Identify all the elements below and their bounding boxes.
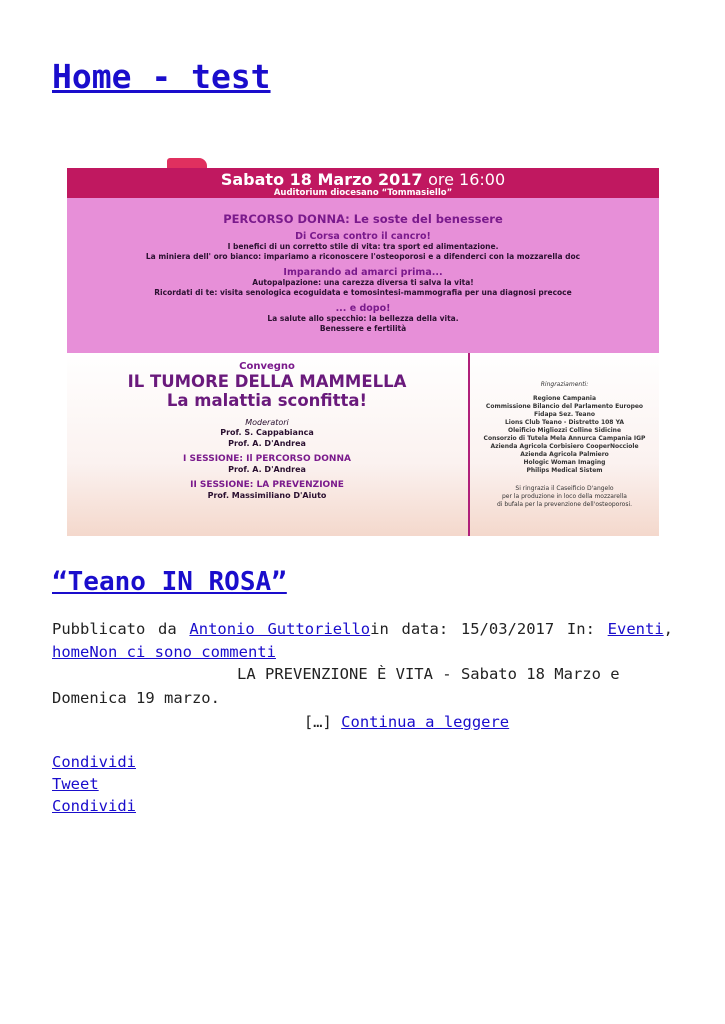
- share-facebook-link[interactable]: Condividi: [52, 753, 136, 771]
- flyer-sponsor: Regione Campania: [532, 395, 597, 402]
- flyer-time: ore 16:00: [428, 170, 506, 189]
- flyer-section1-line: La miniera dell' oro bianco: impariamo a riconoscere l'osteoporosi e a difenderci con la mozzarella doc: [145, 252, 581, 261]
- post-title-link[interactable]: “Teano IN ROSA”: [52, 567, 287, 597]
- flyer-session1: I SESSIONE: Il PERCORSO DONNA: [183, 454, 351, 464]
- excerpt-ellipsis: […]: [303, 713, 342, 731]
- flyer-section2-line: Ricordati di te: visita senologica ecoguidata e tomosintesi-mammografia per una diagnosi precoce: [154, 288, 572, 297]
- flyer-session1-prof: Prof. A. D'Andrea: [228, 465, 306, 474]
- flyer-sponsor: Azienda Agricola Palmiero: [520, 451, 609, 458]
- author-link[interactable]: Antonio Guttoriello: [189, 620, 371, 638]
- flyer-program: [67, 198, 659, 353]
- date-prefix: in data: 15/03/2017 In:: [370, 620, 608, 638]
- share-other-link[interactable]: Condividi: [52, 797, 136, 815]
- flyer-section3-title: ... e dopo!: [335, 303, 391, 314]
- flyer-section2-title: Imparando ad amarci prima...: [283, 267, 443, 278]
- flyer-convegno-area: [67, 353, 659, 536]
- site-home-link[interactable]: Home - test: [52, 57, 271, 96]
- flyer-sponsor: Philips Medical Sistem: [526, 467, 603, 474]
- flyer-section3-line: La salute allo specchio: la bellezza della vita.: [267, 314, 459, 323]
- category-link-eventi[interactable]: Eventi: [607, 620, 664, 638]
- flyer-moderatori-label: Moderatori: [245, 418, 289, 427]
- flyer-moderatore: Prof. A. D'Andrea: [228, 439, 306, 448]
- share-links: [52, 751, 136, 817]
- flyer-session2: II SESSIONE: LA PREVENZIONE: [190, 480, 344, 490]
- post-excerpt: [52, 662, 673, 710]
- flyer-sponsor: Fidapa Sez. Teano: [534, 411, 595, 418]
- flyer-session2-prof: Prof. Massimiliano D'Aiuto: [207, 491, 327, 500]
- flyer-thanks-line: per la produzione in loco della mozzarella: [502, 493, 627, 500]
- flyer-percorso-title: PERCORSO DONNA: Le soste del benessere: [223, 212, 503, 226]
- flyer-banner: [67, 168, 659, 198]
- flyer-sponsor: Oleificio Migliozzi Colline Sidicine: [507, 427, 622, 434]
- post-meta: [52, 618, 673, 664]
- flyer-sponsor: Hologic Woman Imaging: [523, 459, 606, 466]
- flyer-ringraziamenti-label: Ringraziamenti:: [540, 381, 589, 388]
- flyer-convegno: [67, 361, 467, 501]
- flyer-sponsor: Consorzio di Tutela Mela Annurca Campania IGP: [483, 435, 646, 442]
- category-link-home[interactable]: home: [52, 643, 90, 661]
- flyer-section2-line: Autopalpazione: una carezza diversa ti salva la vita!: [252, 278, 474, 287]
- flyer-sponsor: Commissione Bilancio del Parlamento Europeo: [485, 403, 644, 410]
- flyer-thanks-line: Si ringrazia il Caseificio D'angelo: [515, 485, 614, 492]
- flyer-moderatore: Prof. S. Cappabianca: [220, 428, 314, 437]
- flyer-convegno-label: Convegno: [239, 361, 295, 372]
- flyer-main-title-1: IL TUMORE DELLA MAMMELLA: [127, 372, 407, 391]
- flyer-section3-line: Benessere e fertilità: [319, 324, 407, 333]
- flyer-section1-title: Di Corsa contro il cancro!: [295, 231, 431, 242]
- post-title: [52, 565, 287, 599]
- excerpt-text: LA PREVENZIONE È VITA - Sabato 18 Marzo e Domenica 19 marzo.: [52, 665, 620, 707]
- event-flyer-image: [67, 158, 659, 536]
- read-more-line: [0, 710, 725, 734]
- flyer-thanks-line: di bufala per la prevenzione dell'osteoporosi.: [496, 501, 633, 508]
- flyer-ringraziamenti: [470, 381, 659, 509]
- category-separator: ,: [663, 620, 673, 638]
- flyer-date-line: [67, 168, 659, 189]
- flyer-section1-line: I benefici di un corretto stile di vita: tra sport ed alimentazione.: [227, 242, 499, 251]
- flyer-main-title-2: La malattia sconfitta!: [166, 391, 368, 410]
- share-twitter-link[interactable]: Tweet: [52, 775, 99, 793]
- flyer-sponsor: Azienda Agricola Corbisiero CooperNocciole: [490, 443, 639, 450]
- comments-link[interactable]: Non ci sono commenti: [89, 643, 276, 661]
- flyer-sponsor: Lions Club Teano - Distretto 108 YA: [504, 419, 624, 426]
- flyer-venue: Auditorium diocesano “Tommasiello”: [273, 188, 453, 198]
- read-more-link[interactable]: Continua a leggere: [341, 713, 510, 731]
- site-title: [52, 55, 271, 99]
- published-prefix: Pubblicato da: [52, 620, 190, 638]
- flyer-date: Sabato 18 Marzo 2017: [220, 170, 423, 189]
